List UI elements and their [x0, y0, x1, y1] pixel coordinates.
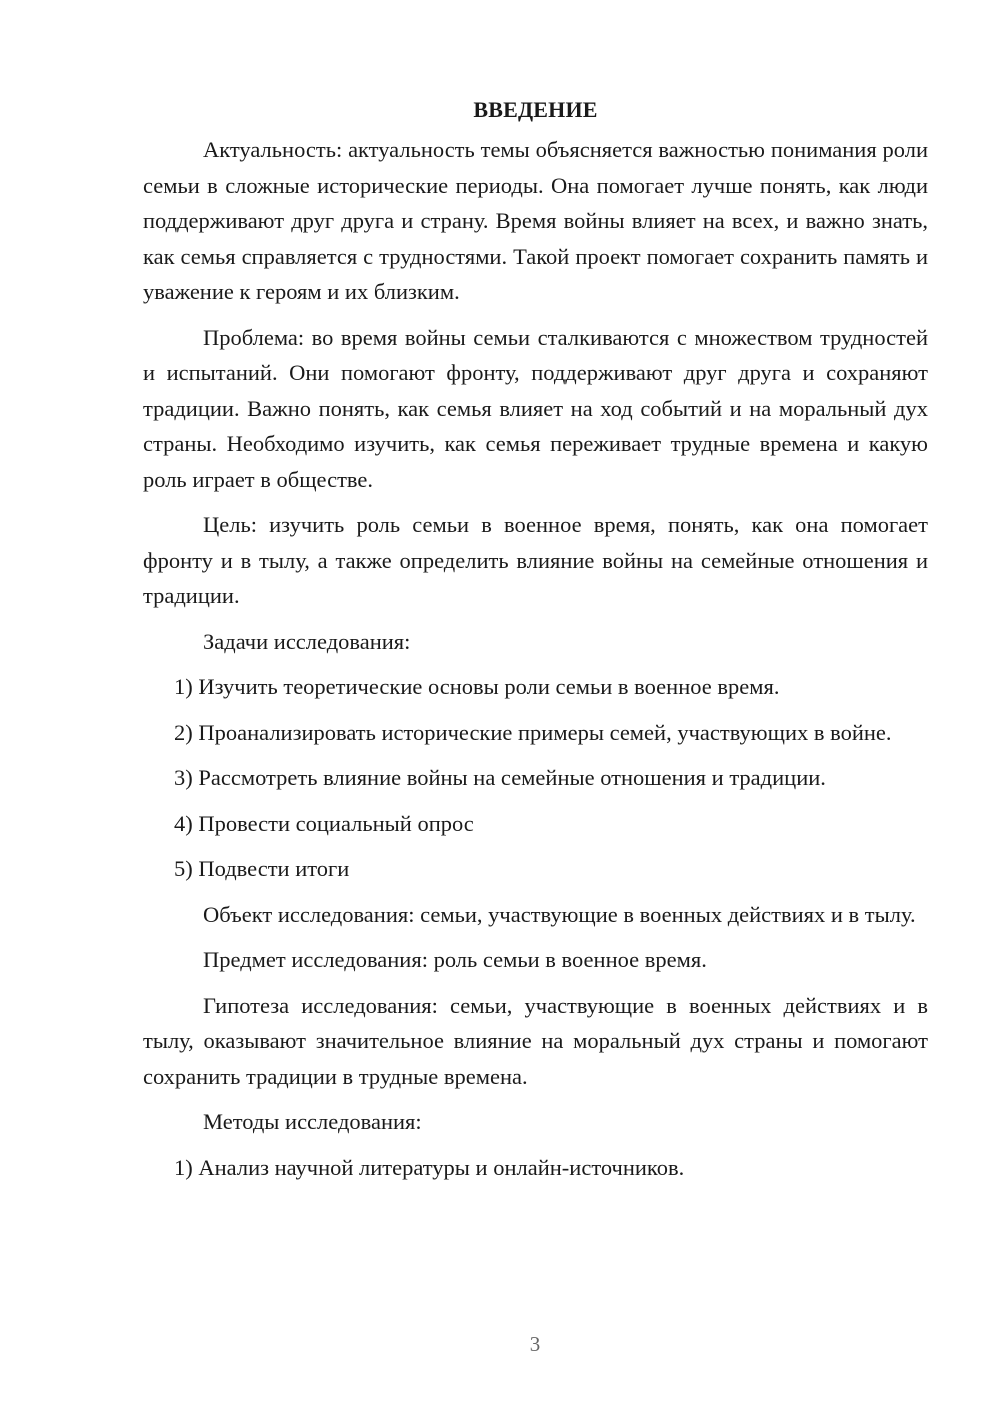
goal-paragraph: Цель: изучить роль семьи в военное время, понять, как она помогает фронту и в тылу, а также определить влияние войны на семейные отношения и традиции. [143, 512, 928, 608]
relevance-paragraph: Актуальность: актуальность темы объясняется важностью понимания роли семьи в сложные исторические периоды. Она помогает лучше понять, как люди поддерживают друг друга и страну. Время войны влияет на всех, и важно знать, как семья справляется с трудностями. Такой проект помогает сохранить память и уважение к героям и их близким. [143, 137, 928, 304]
task-item-5: 5) Подвести итоги [174, 856, 350, 881]
page-content [143, 92, 928, 1195]
problem-paragraph: Проблема: во время войны семьи сталкиваются с множеством трудностей и испытаний. Они помогают фронту, поддерживают друг друга и сохраняют традиции. Важно понять, как семья влияет на ход событий и на моральный дух страны. Необходимо изучить, как семья переживает трудные времена и какую роль играет в обществе. [143, 324, 928, 492]
object-paragraph: Объект исследования: семьи, участвующие в военных действиях и в тылу. [203, 901, 916, 927]
methods-label: Методы исследования: [203, 1109, 422, 1134]
tasks-label: Задачи исследования: [203, 628, 411, 654]
section-title: ВВЕДЕНИЕ [473, 97, 598, 122]
method-item-1: 1) Анализ научной литературы и онлайн-источников. [174, 1154, 685, 1180]
task-item-1: 1) Изучить теоретические основы роли семьи в военное время. [174, 674, 780, 699]
task-item-2: 2) Проанализировать исторические примеры семей, участвующих в войне. [174, 719, 892, 745]
page-number: 3 [529, 1332, 541, 1356]
hypothesis-paragraph: Гипотеза исследования: семьи, участвующие в военных действиях и в тылу, оказывают значительное влияние на моральный дух страны и помогают сохранить традиции в трудные времена. [143, 992, 928, 1089]
task-item-4: 4) Провести социальный опрос [174, 810, 474, 836]
task-item-3: 3) Рассмотреть влияние войны на семейные отношения и традиции. [174, 765, 826, 790]
subject-paragraph: Предмет исследования: роль семьи в военное время. [203, 947, 707, 972]
